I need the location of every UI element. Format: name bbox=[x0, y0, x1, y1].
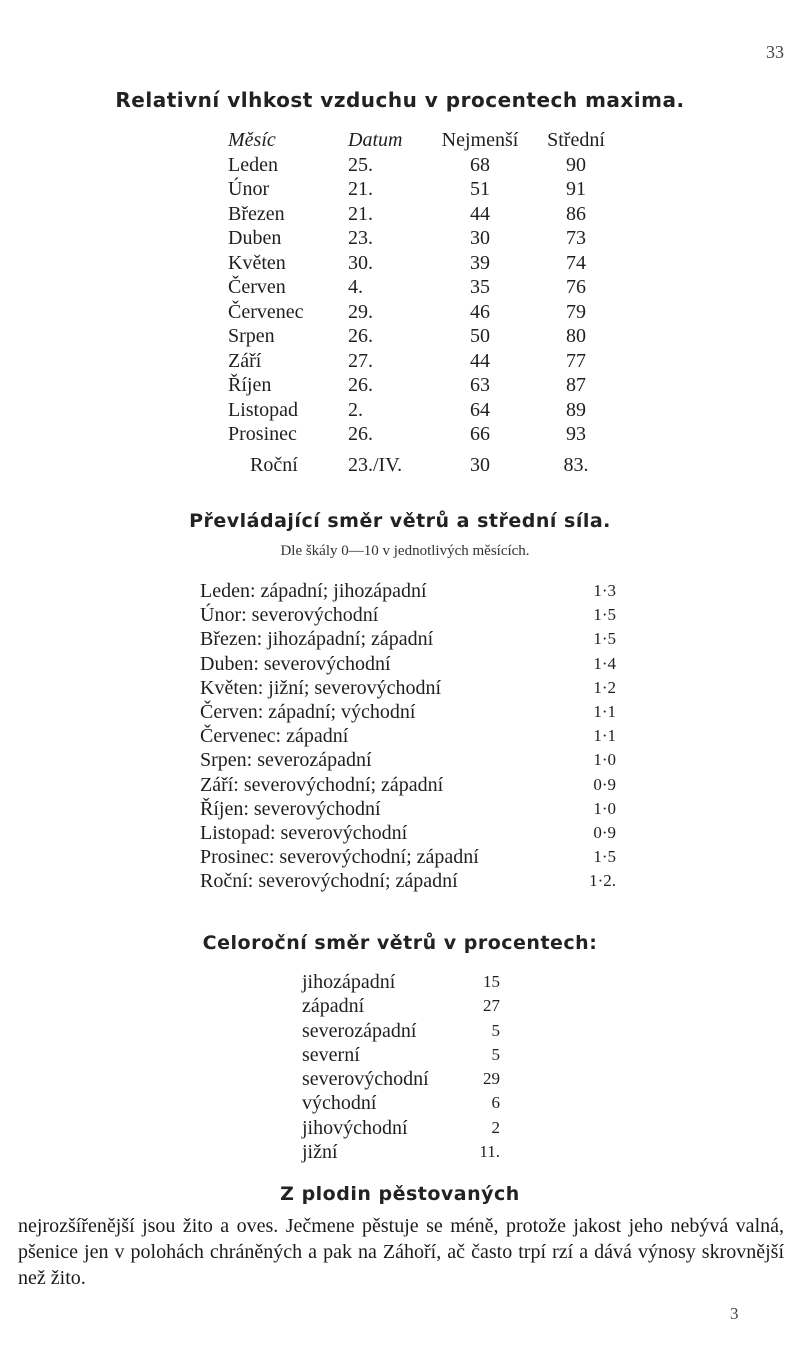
wind-strength: 1·2 bbox=[593, 677, 616, 697]
humidity-cell-avg: 90 bbox=[566, 153, 586, 176]
humidity-cell-month: Leden bbox=[228, 153, 278, 176]
humidity-row bbox=[228, 202, 622, 227]
wind-row bbox=[200, 797, 620, 821]
humidity-row bbox=[228, 251, 622, 276]
humidity-cell-date: 27. bbox=[348, 349, 373, 372]
wind-direction: Červenec: západní bbox=[200, 725, 349, 748]
humidity-cell-date: 29. bbox=[348, 300, 373, 323]
direction-name: severozápadní bbox=[302, 1019, 417, 1042]
wind-row bbox=[200, 579, 620, 603]
humidity-cell-min: 51 bbox=[470, 178, 490, 201]
annual-min: 30 bbox=[470, 453, 490, 476]
direction-percent: 29 bbox=[483, 1069, 500, 1089]
crops-title: Z plodin pěstovaných bbox=[280, 1183, 520, 1205]
humidity-cell-month: Září bbox=[228, 349, 262, 372]
wind-row bbox=[200, 869, 620, 893]
footer-number: 3 bbox=[730, 1304, 739, 1323]
humidity-row bbox=[228, 275, 622, 300]
wind-direction: Červen: západní; východní bbox=[200, 700, 416, 723]
crops-paragraph: nejrozšířenější jsou žito a oves. Ječmene pěstuje se méně, protože jakost jeho nebývá valná, pšenice jen v polohách chráněných a pak na Záhoří, ač často trpí rzí a dává výnosy skrovnější než žito. bbox=[18, 1215, 784, 1289]
humidity-cell-month: Březen bbox=[228, 202, 285, 225]
humidity-cell-min: 68 bbox=[470, 153, 490, 176]
direction-percent: 5 bbox=[491, 1020, 500, 1040]
direction-row bbox=[302, 1091, 500, 1115]
header-month: Měsíc bbox=[228, 129, 276, 152]
humidity-row bbox=[228, 153, 622, 178]
direction-name: severovýchodní bbox=[302, 1068, 429, 1091]
wind-row bbox=[200, 748, 620, 772]
direction-name: severní bbox=[302, 1043, 360, 1066]
wind-strength: 1·1 bbox=[593, 726, 616, 746]
header-date: Datum bbox=[348, 129, 403, 152]
direction-percent: 6 bbox=[491, 1093, 500, 1113]
direction-name: východní bbox=[302, 1092, 377, 1115]
header-min: Nejmenší bbox=[441, 129, 519, 152]
direction-row bbox=[302, 970, 500, 994]
wind-direction: Leden: západní; jihozápadní bbox=[200, 580, 427, 602]
humidity-cell-min: 64 bbox=[470, 398, 490, 421]
humidity-cell-month: Červenec bbox=[228, 300, 304, 323]
wind-strength: 1·5 bbox=[593, 629, 616, 649]
wind-strength: 1·2. bbox=[589, 871, 616, 891]
direction-percent: 11. bbox=[479, 1142, 500, 1162]
winds-title: Převládající směr větrů a střední síla. bbox=[189, 510, 611, 532]
humidity-cell-date: 26. bbox=[348, 374, 373, 397]
humidity-title: Relativní vlhkost vzduchu v procentech maxima. bbox=[115, 88, 685, 112]
annual-avg: 83. bbox=[563, 453, 589, 476]
direction-name: jižní bbox=[302, 1141, 338, 1164]
humidity-cell-avg: 76 bbox=[566, 276, 586, 299]
annual-directions-list bbox=[302, 970, 500, 1164]
direction-row bbox=[302, 994, 500, 1018]
humidity-cell-date: 25. bbox=[348, 153, 373, 176]
humidity-cell-min: 44 bbox=[470, 202, 490, 225]
wind-strength: 1·4 bbox=[593, 653, 616, 673]
wind-strength: 1·3 bbox=[593, 581, 616, 600]
humidity-row bbox=[228, 398, 622, 423]
direction-percent: 27 bbox=[483, 996, 500, 1016]
annual-date: 23./IV. bbox=[348, 453, 403, 476]
direction-percent: 15 bbox=[483, 972, 500, 991]
humidity-cell-month: Říjen bbox=[228, 374, 272, 397]
humidity-cell-date: 21. bbox=[348, 178, 373, 201]
humidity-cell-avg: 74 bbox=[566, 251, 586, 274]
humidity-cell-date: 23. bbox=[348, 227, 373, 250]
header-avg: Střední bbox=[547, 129, 605, 152]
wind-direction: Únor: severovýchodní bbox=[200, 604, 379, 627]
humidity-cell-min: 30 bbox=[470, 227, 490, 250]
humidity-cell-month: Únor bbox=[228, 178, 270, 201]
wind-row bbox=[200, 773, 620, 797]
humidity-cell-min: 39 bbox=[470, 251, 490, 274]
wind-row bbox=[200, 676, 620, 700]
humidity-row bbox=[228, 324, 622, 349]
humidity-cell-min: 35 bbox=[470, 276, 490, 299]
humidity-cell-date: 4. bbox=[348, 276, 363, 299]
direction-row bbox=[302, 1067, 500, 1091]
wind-row bbox=[200, 603, 620, 627]
direction-row bbox=[302, 1116, 500, 1140]
direction-row bbox=[302, 1140, 500, 1164]
humidity-cell-avg: 91 bbox=[566, 178, 586, 201]
wind-row bbox=[200, 724, 620, 748]
humidity-cell-avg: 73 bbox=[566, 227, 586, 250]
annual-label: Roční bbox=[250, 453, 298, 476]
direction-name: jihovýchodní bbox=[302, 1116, 408, 1139]
wind-direction: Duben: severovýchodní bbox=[200, 652, 391, 675]
winds-scale-note: Dle škály 0—10 v jednotlivých měsících. bbox=[280, 543, 530, 559]
direction-name: jihozápadní bbox=[302, 971, 396, 993]
direction-percent: 5 bbox=[491, 1044, 500, 1064]
humidity-cell-month: Červen bbox=[228, 276, 286, 299]
humidity-cell-date: 2. bbox=[348, 398, 363, 421]
annual-directions-title: Celoroční směr větrů v procentech: bbox=[202, 932, 598, 954]
humidity-cell-avg: 89 bbox=[566, 398, 586, 421]
humidity-cell-month: Duben bbox=[228, 227, 282, 250]
humidity-row bbox=[228, 349, 622, 374]
wind-direction: Říjen: severovýchodní bbox=[200, 797, 381, 820]
humidity-row bbox=[228, 226, 622, 251]
direction-percent: 2 bbox=[491, 1117, 500, 1137]
humidity-row bbox=[228, 300, 622, 325]
wind-direction: Květen: jižní; severovýchodní bbox=[200, 676, 442, 699]
humidity-cell-month: Květen bbox=[228, 251, 286, 274]
wind-strength: 1·5 bbox=[593, 847, 616, 867]
wind-direction: Listopad: severovýchodní bbox=[200, 821, 408, 844]
humidity-cell-month: Prosinec bbox=[228, 423, 297, 446]
humidity-annual-row bbox=[228, 447, 622, 478]
humidity-cell-min: 63 bbox=[470, 374, 490, 397]
humidity-cell-month: Srpen bbox=[228, 325, 275, 348]
humidity-cell-min: 66 bbox=[470, 423, 490, 446]
wind-row bbox=[200, 652, 620, 676]
wind-strength: 0·9 bbox=[593, 774, 616, 794]
humidity-cell-date: 21. bbox=[348, 202, 373, 225]
page-number: 33 bbox=[766, 42, 784, 62]
wind-direction: Březen: jihozápadní; západní bbox=[200, 628, 434, 651]
wind-row bbox=[200, 627, 620, 651]
humidity-row bbox=[228, 422, 622, 447]
humidity-cell-avg: 86 bbox=[566, 202, 586, 225]
winds-list bbox=[200, 579, 620, 893]
humidity-cell-avg: 77 bbox=[566, 349, 586, 372]
humidity-cell-min: 50 bbox=[470, 325, 490, 348]
humidity-cell-month: Listopad bbox=[228, 398, 298, 421]
humidity-cell-avg: 80 bbox=[566, 325, 586, 348]
wind-strength: 1·1 bbox=[593, 701, 616, 721]
wind-strength: 1·0 bbox=[593, 798, 616, 818]
wind-strength: 0·9 bbox=[593, 822, 616, 842]
humidity-cell-min: 46 bbox=[470, 300, 490, 323]
humidity-row bbox=[228, 373, 622, 398]
wind-row bbox=[200, 821, 620, 845]
wind-direction: Roční: severovýchodní; západní bbox=[200, 870, 458, 893]
humidity-cell-avg: 93 bbox=[566, 423, 586, 446]
humidity-cell-avg: 79 bbox=[566, 300, 586, 323]
wind-direction: Prosinec: severovýchodní; západní bbox=[200, 846, 479, 869]
wind-row bbox=[200, 845, 620, 869]
humidity-cell-date: 26. bbox=[348, 423, 373, 446]
wind-direction: Září: severovýchodní; západní bbox=[200, 773, 444, 796]
humidity-cell-avg: 87 bbox=[566, 374, 586, 397]
humidity-cell-date: 30. bbox=[348, 251, 373, 274]
wind-row bbox=[200, 700, 620, 724]
humidity-table bbox=[228, 128, 622, 477]
humidity-cell-date: 26. bbox=[348, 325, 373, 348]
direction-row bbox=[302, 1043, 500, 1067]
wind-direction: Srpen: severozápadní bbox=[200, 749, 372, 772]
wind-strength: 1·0 bbox=[593, 750, 616, 770]
wind-strength: 1·5 bbox=[593, 605, 616, 625]
humidity-header-row bbox=[228, 128, 622, 153]
humidity-cell-min: 44 bbox=[470, 349, 490, 372]
direction-name: západní bbox=[302, 995, 365, 1018]
direction-row bbox=[302, 1019, 500, 1043]
humidity-row bbox=[228, 177, 622, 202]
